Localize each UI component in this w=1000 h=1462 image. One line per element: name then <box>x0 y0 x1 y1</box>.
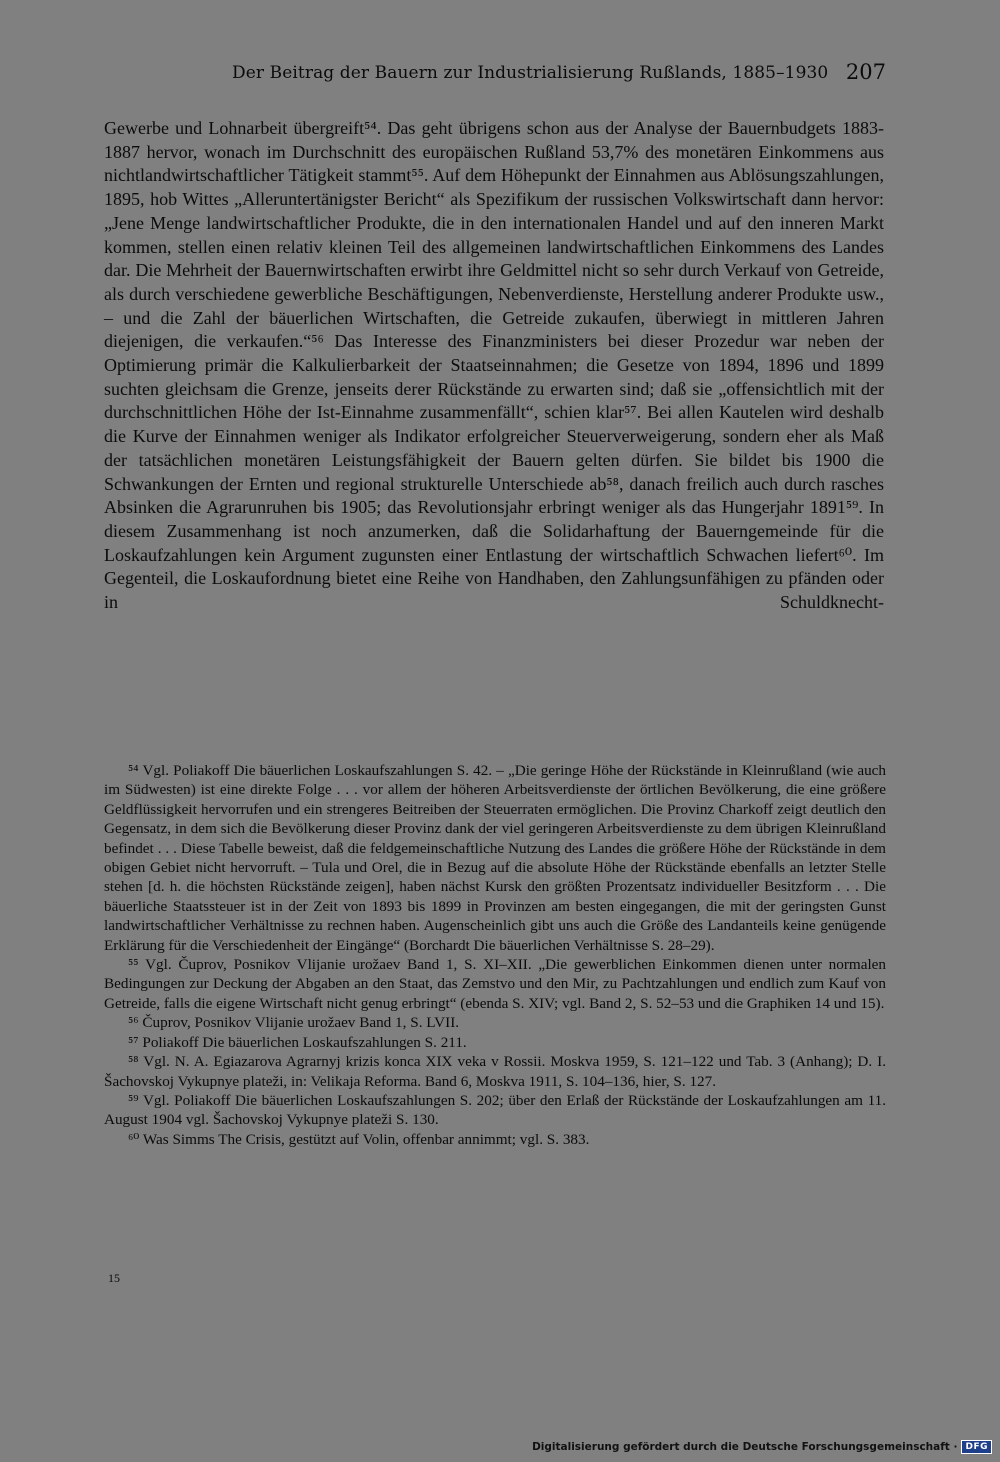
page-number: 207 <box>845 60 886 84</box>
body-paragraph: Gewerbe und Lohnarbeit übergreift⁵⁴. Das geht übrigens schon aus der Analyse der Bauernbudgets 1883-1887 hervor, wonach im Durchschnitt des europäischen Rußland 53,7% des monetären Einkommens aus nichtlandwirtschaftlicher Tätigkeit stammt⁵⁵. Auf dem Höhepunkt der Einnahmen aus Ablösungszahlungen, 1895, hob Wittes „Alleruntertänigster Bericht“ als Spezifikum der russischen Volkswirtschaft dann hervor: „Jene Menge landwirtschaftlicher Produkte, die in den internationalen Handel und auf den inneren Markt kommen, stellen einen relativ kleinen Teil des allgemeinen landwirtschaftlichen Einkommens des Landes dar. Die Mehrheit der Bauernwirtschaften erwirbt ihre Geldmittel nicht so sehr durch Verkauf von Getreide, als durch verschiedene gewerbliche Beschäftigungen, Nebenverdienste, Herstellung anderer Produkte usw., – und die Zahl der bäuerlichen Wirtschaften, die Getreide zukaufen, überwiegt in mittleren Jahren diejenigen, die verkaufen.“⁵⁶ Das Interesse des Finanzministers bei dieser Prozedur war neben der Optimierung primär die Kalkulierbarkeit der Staatseinnahmen; die Gesetze von 1894, 1896 und 1899 suchten gleichsam die Grenze, jenseits derer Rückstände zu erwarten sind; daß sie „offensichtlich mit der durchschnittlichen Höhe der Ist-Einnahme zusammenfällt“, schien klar⁵⁷. Bei allen Kautelen wird deshalb die Kurve der Einnahmen weniger als Indikator erfolgreicher Steuerverweigerung, sondern eher als Maß der tatsächlichen monetären Leistungsfähigkeit der Bauern gelten dürfen. Sie bildet bis 1900 die Schwankungen der Ernten und regional strukturelle Unterschiede ab⁵⁸, danach freilich auch durch rasches Absinken die Agrarunruhen bis 1905; das Revolutionsjahr erbringt weniger als das Hungerjahr 1891⁵⁹. In diesem Zusammenhang ist noch anzumerken, daß die Solidarhaftung der Bauerngemeinde für die Loskaufzahlungen kein Argument zugunsten einer Entlastung der wirtschaftlich Schwachen liefert⁶⁰. Im Gegenteil, die Loskaufordnung bietet eine Reihe von Handhaben, den Zahlungsunfähigen zu pfänden oder in Schuldknecht- <box>104 118 884 613</box>
main-text <box>104 117 884 615</box>
running-header <box>104 60 886 90</box>
footnote-58: ⁵⁸ Vgl. N. A. Egiazarova Agrarnyj krizis konca XIX veka v Rossii. Moskva 1959, S. 121–122 und Tab. 3 (Anhang); D. I. Šachovskoj Vykupnye plateži, in: Velikaja Reforma. Band 6, Moskva 1911, S. 104–136, hier, S. 127. <box>104 1053 886 1090</box>
signature-mark: 15 <box>108 1271 120 1285</box>
running-title: Der Beitrag der Bauern zur Industrialisierung Rußlands, 1885–1930 <box>232 63 829 83</box>
footnote-59: ⁵⁹ Vgl. Poliakoff Die bäuerlichen Loskaufszahlungen S. 202; über den Erlaß der Rückstände der Loskaufzahlungen am 11. August 1904 vgl. Šachovskoj Vykupnye plateži S. 130. <box>104 1091 886 1129</box>
digitization-credit <box>532 1440 992 1454</box>
digitization-text: Digitalisierung gefördert durch die Deutsche Forschungsgemeinschaft · <box>532 1441 958 1453</box>
footnote-57: ⁵⁷ Poliakoff Die bäuerlichen Loskaufszahlungen S. 211. <box>128 1033 467 1051</box>
dfg-logo-icon: DFG <box>961 1440 992 1454</box>
footnotes <box>104 761 886 1149</box>
footnote-56: ⁵⁶ Čuprov, Posnikov Vlijanie urožaev Band 1, S. LVII. <box>128 1014 460 1032</box>
footnote-54: ⁵⁴ Vgl. Poliakoff Die bäuerlichen Loskaufszahlungen S. 42. – „Die geringe Höhe der Rückstände in Kleinrußland (wie auch im Südwesten) ist eine direkte Folge . . . vor allem der höheren Arbeitsverdienste der örtlichen Bevölkerung, die eine größere Geldflüssigkeit hervorrufen und ein strengeres Beitreiben der Steuerraten ermöglichen. Die Provinz Charkoff zeigt deutlich den Gegensatz, in dem sich die Bevölkerung dieser Provinz dank der viel geringeren Arbeitsverdienste zu dem übrigen Kleinrußland befindet . . . Diese Tabelle beweist, daß die feldgemeinschaftliche Nutzung des Landes die größere Höhe der Rückstände in dem obigen Gebiet nicht hervorruft. – Tula und Orel, die in Bezug auf die absolute Höhe der Rückstände ebenfalls an letzter Stelle stehen [d. h. die höchsten Rückstände zeigen], haben nächst Kursk den größten Prozentsatz individueller Besitzform . . . Die bäuerliche Staatssteuer ist in der Zeit von 1893 bis 1899 in Provinzen am besten eingegangen, die mit der geringsten Gunst landwirtschaftlicher Verhältnisse zu rechnen haben. Augenscheinlich gibt uns auch die Größe des Landanteils keine genügende Erklärung für die Verschiedenheit der Eingänge“ (Borchardt Die bäuerlichen Verhältnisse S. 28–29). <box>104 762 886 954</box>
footnote-60: ⁶⁰ Was Simms The Crisis, gestützt auf Volin, offenbar annimmt; vgl. S. 383. <box>128 1130 590 1148</box>
footnote-55: ⁵⁵ Vgl. Čuprov, Posnikov Vlijanie urožaev Band 1, S. XI–XII. „Die gewerblichen Einkommen dienen unter normalen Bedingungen zur Deckung der Abgaben an den Staat, das Zemstvo und den Mir, zu Pachtzahlungen und endlich zum Kauf von Getreide, falls die eigene Wirtschaft nicht genug erbringt“ (ebenda S. XIV; vgl. Band 2, S. 52–53 und die Graphiken 14 und 15). <box>104 956 886 1012</box>
